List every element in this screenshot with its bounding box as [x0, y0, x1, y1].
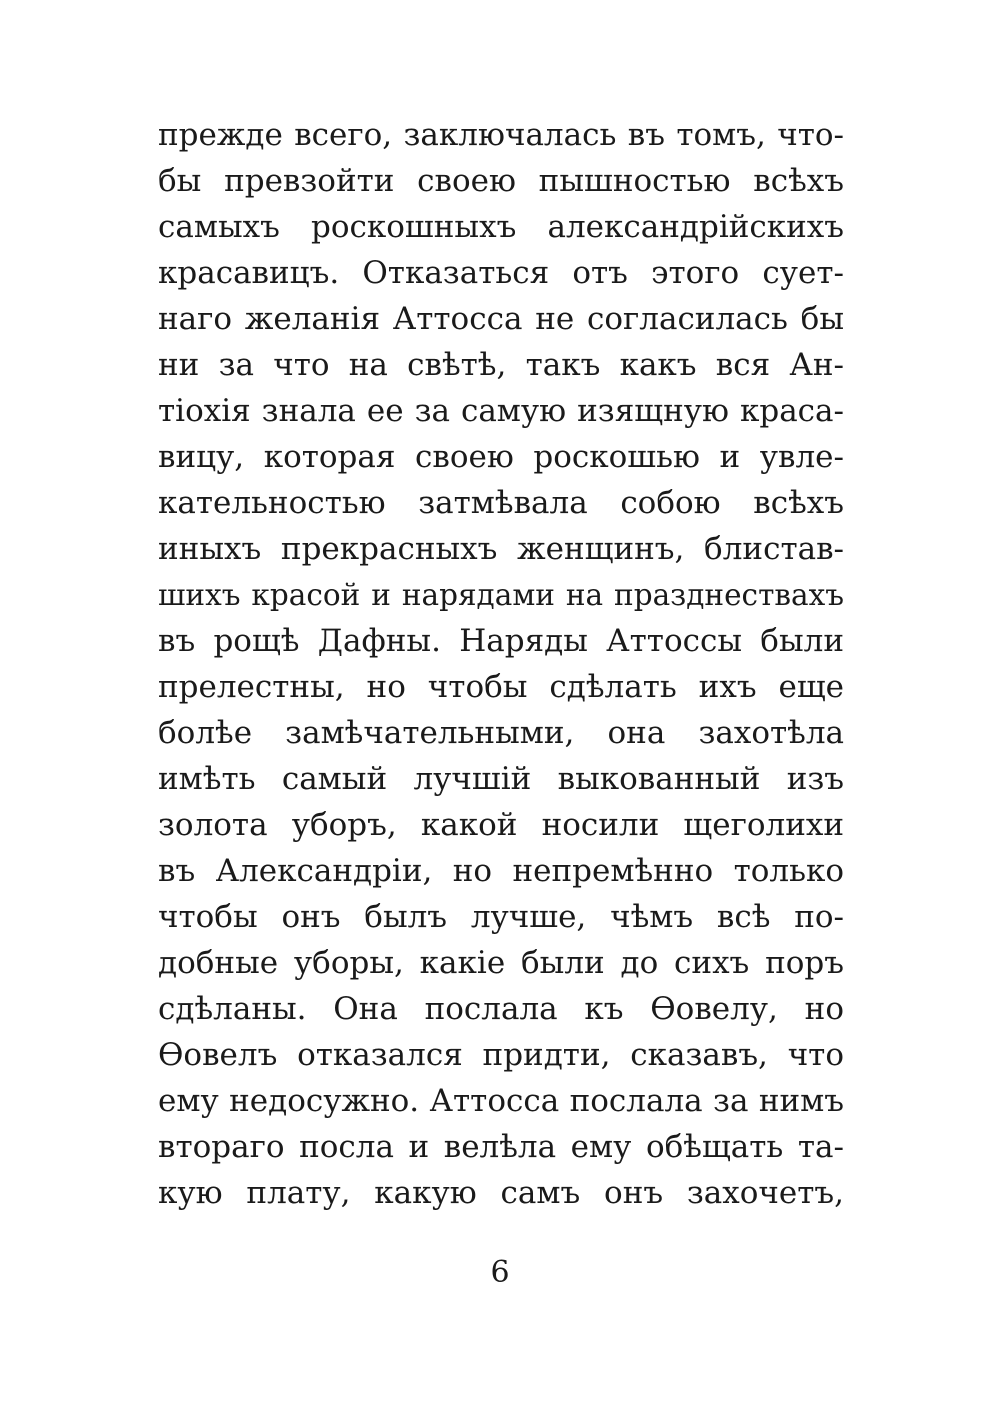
text-line: бы превзойти своею пышностью всѣхъ [158, 163, 844, 199]
text-line: наго желанія Аттосса не согласилась бы [158, 301, 844, 337]
text-line: ему недосужно. Аттосса послала за нимъ [158, 1083, 844, 1119]
text-line: тіохія знала ее за самую изящную краса- [158, 393, 844, 429]
text-line: въ Александріи, но непремѣнно только [158, 853, 844, 889]
text-line: сдѣланы. Она послала къ Ѳовелу, но [158, 991, 844, 1027]
text-line: прежде всего, заключалась въ томъ, что- [158, 117, 844, 153]
text-line: кательностью затмѣвала собою всѣхъ [158, 485, 844, 521]
text-line: чтобы онъ былъ лучше, чѣмъ всѣ по- [158, 899, 844, 935]
text-line: прелестны, но чтобы сдѣлать ихъ еще [158, 669, 844, 705]
text-line: золота уборъ, какой носили щеголихи [158, 807, 844, 843]
text-line: кую плату, какую самъ онъ захочетъ, [158, 1175, 844, 1211]
page-number: 6 [490, 1255, 510, 1290]
text-line: втораго посла и велѣла ему обѣщать та- [158, 1129, 844, 1165]
text-line: иныхъ прекрасныхъ женщинъ, блистав- [158, 531, 844, 567]
text-line: имѣть самый лучшій выкованный изъ [158, 761, 844, 797]
text-line: самыхъ роскошныхъ александрійскихъ [158, 209, 844, 245]
text-line: болѣе замѣчательными, она захотѣла [158, 715, 844, 751]
text-line: въ рощѣ Дафны. Наряды Аттоссы были [158, 623, 844, 659]
text-line: Ѳовелъ отказался придти, сказавъ, что [158, 1037, 844, 1073]
text-line: шихъ красой и нарядами на празднествахъ [158, 578, 844, 612]
text-line: ни за что на свѣтѣ, такъ какъ вся Ан- [158, 347, 844, 383]
text-line: вицу, которая своею роскошью и увле- [158, 439, 844, 475]
text-line: добные уборы, какіе были до сихъ поръ [158, 945, 844, 981]
text-line: красавицъ. Отказаться отъ этого сует- [158, 255, 844, 291]
body-text [158, 112, 844, 1216]
